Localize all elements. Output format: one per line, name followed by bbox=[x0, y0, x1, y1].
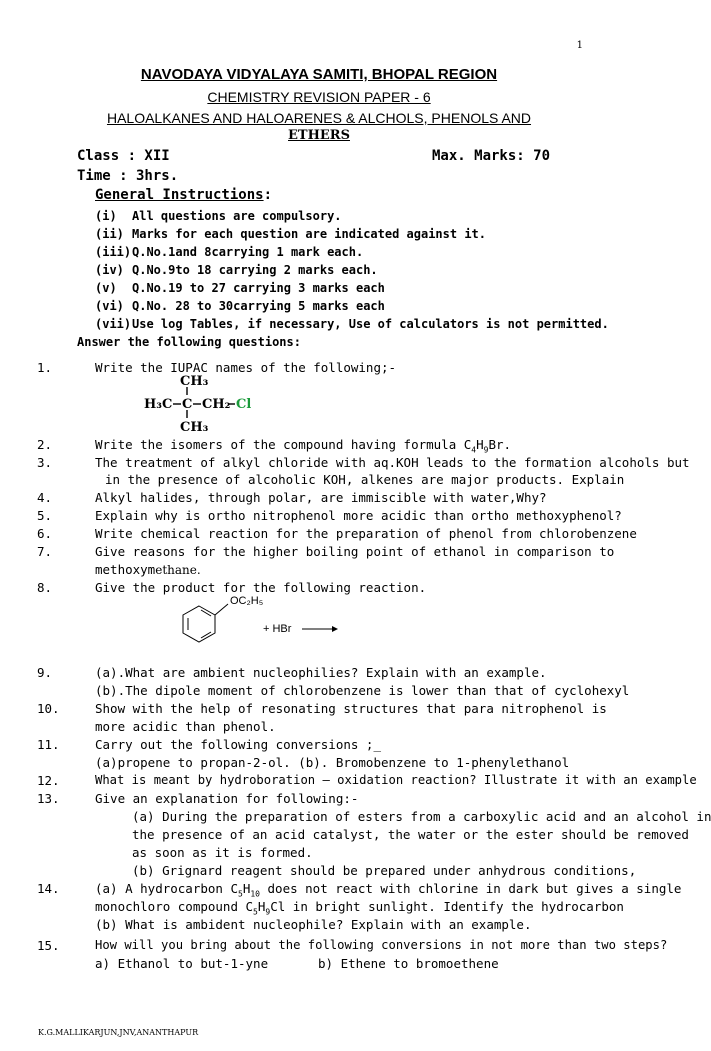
class-label: Class : XII bbox=[77, 148, 170, 164]
question-text: Give reasons for the higher boiling point of ethanol in comparison to bbox=[95, 544, 615, 559]
instruction-text: Q.No.9to 18 carrying 2 marks each. bbox=[132, 263, 378, 277]
paper-title: CHEMISTRY REVISION PAPER - 6 bbox=[207, 89, 431, 105]
question-number: 12. bbox=[37, 773, 60, 788]
reaction-scheme-q8 bbox=[172, 592, 347, 650]
question-number: 13. bbox=[37, 791, 60, 806]
instruction-num: (iii) bbox=[95, 245, 132, 259]
instruction-text: Q.No.19 to 27 carrying 3 marks each bbox=[132, 281, 385, 295]
question-number: 8. bbox=[37, 580, 53, 595]
ethoxy-label: OC₂H₅ bbox=[230, 595, 264, 607]
question-text-cont: in the presence of alcoholic KOH, alkenes are major products. Explain bbox=[105, 472, 625, 487]
question-text-cont: monochloro compound $C_5H_9Cl$ in bright sunlight. Identify the hydrocarbon bbox=[95, 899, 624, 917]
question-text: Write the isomers of the compound having formula $C_4H_9Br$. bbox=[95, 437, 512, 455]
question-text: Write chemical reaction for the preparation of phenol from chlorobenzene bbox=[95, 526, 637, 541]
question-text: The treatment of alkyl chloride with aq.KOH leads to the formation alcohols but bbox=[95, 455, 690, 470]
max-marks: Max. Marks: 70 bbox=[432, 148, 551, 164]
question-number: 4. bbox=[37, 490, 53, 505]
question-text-cont: more acidic than phenol. bbox=[95, 719, 276, 734]
question-number: 7. bbox=[37, 544, 53, 559]
ch3-top-label: CH₃ bbox=[180, 374, 209, 389]
ring-double-bond bbox=[201, 610, 211, 616]
question-number: 5. bbox=[37, 508, 53, 523]
instruction-num: (vii) bbox=[95, 317, 132, 331]
instruction-num: (iv) bbox=[95, 263, 124, 277]
instruction-text: Q.No. 28 to 30carrying 5 marks each bbox=[132, 299, 385, 313]
instruction-num: (i) bbox=[95, 209, 117, 223]
time-label: Time : 3hrs. bbox=[77, 168, 179, 184]
question-text: Explain why is ortho nitrophenol more acidic than ortho methoxyphenol? bbox=[95, 508, 622, 523]
reagent-label: + HBr bbox=[263, 623, 292, 635]
question-text-cont: methoxymethane. bbox=[95, 562, 201, 577]
question-text: How will you bring about the following conversions in not more than two steps? bbox=[95, 938, 668, 952]
question-number: 14. bbox=[37, 881, 60, 896]
instruction-text: All questions are compulsory. bbox=[132, 209, 342, 223]
question-subpart: (a) During the preparation of esters from a carboxylic acid and an alcohol in bbox=[132, 809, 711, 824]
arrow-head-icon bbox=[332, 626, 338, 632]
question-number: 10. bbox=[37, 701, 60, 716]
question-number: 11. bbox=[37, 737, 60, 752]
instruction-text: Use log Tables, if necessary, Use of calculators is not permitted. bbox=[132, 317, 609, 331]
question-text-cont: (b).The dipole moment of chlorobenzene is lower than that of cyclohexyl bbox=[95, 683, 630, 698]
topic-title-cont: ETHERS bbox=[288, 128, 350, 143]
question-subpart: the presence of an acid catalyst, the water or the ester should be removed bbox=[132, 827, 689, 842]
question-text-cont: (b) What is ambident nucleophile? Explain with an example. bbox=[95, 917, 532, 932]
topic-title: HALOALKANES AND HALOARENES & ALCHOLS, PHENOLS AND bbox=[106, 110, 532, 126]
ch2-label: CH₂ bbox=[202, 397, 231, 412]
question-text-cont: (a)propene to propan-2-ol. (b). Bromobenzene to 1-phenylethanol bbox=[95, 755, 570, 770]
instruction-num: (v) bbox=[95, 281, 117, 295]
question-text: Carry out the following conversions ;_ bbox=[95, 737, 381, 752]
instruction-text: Marks for each question are indicated against it. bbox=[132, 227, 487, 241]
instructions-heading: General Instructions: bbox=[95, 187, 273, 203]
instruction-text: Q.No.1and 8carrying 1 mark each. bbox=[132, 245, 364, 259]
question-subpart: b) Ethene to bromoethene bbox=[318, 956, 499, 971]
question-text: (a) A hydrocarbon $C_5H_{10}$ does not react with chlorine in dark but gives a single bbox=[95, 881, 682, 899]
question-number: 15. bbox=[37, 938, 60, 953]
question-number: 1. bbox=[37, 360, 53, 375]
question-text: Alkyl halides, through polar, are immiscible with water,Why? bbox=[95, 490, 547, 505]
question-text: Write the IUPAC names of the following;- bbox=[95, 360, 397, 375]
question-number: 2. bbox=[37, 437, 53, 452]
question-text: Give the product for the following reaction. bbox=[95, 580, 427, 595]
instruction-num: (vi) bbox=[95, 299, 124, 313]
ring-double-bond bbox=[201, 632, 211, 638]
structural-formula-q1 bbox=[140, 372, 270, 434]
chlorine-label: Cl bbox=[236, 397, 252, 412]
question-text: (a).What are ambient nucleophilies? Explain with an example. bbox=[95, 665, 547, 680]
page-number: 1 bbox=[576, 40, 583, 51]
instruction-num: (ii) bbox=[95, 227, 124, 241]
question-text: What is meant by hydroboration – oxidation reaction? Illustrate it with an example bbox=[95, 773, 697, 787]
org-title: NAVODAYA VIDYALAYA SAMITI, BHOPAL REGION bbox=[140, 66, 498, 83]
ch3-bottom-label: CH₃ bbox=[180, 420, 209, 435]
question-subpart: as soon as it is formed. bbox=[132, 845, 313, 860]
question-subpart: a) Ethanol to but-1-yne bbox=[95, 956, 269, 971]
question-text: Show with the help of resonating structures that para nitrophenol is bbox=[95, 701, 607, 716]
question-number: 9. bbox=[37, 665, 53, 680]
h3c-label: H₃C bbox=[144, 397, 173, 412]
footer-author: K.G.MALLIKARJUN,JNV,ANANTHAPUR bbox=[38, 1028, 199, 1037]
question-number: 6. bbox=[37, 526, 53, 541]
question-number: 3. bbox=[37, 455, 53, 470]
substituent-bond bbox=[215, 604, 228, 615]
question-text: Give an explanation for following:- bbox=[95, 791, 359, 806]
answer-instruction: Answer the following questions: bbox=[77, 335, 301, 349]
question-subpart: (b) Grignard reagent should be prepared under anhydrous conditions, bbox=[132, 863, 637, 878]
carbon-label: C bbox=[182, 397, 193, 412]
